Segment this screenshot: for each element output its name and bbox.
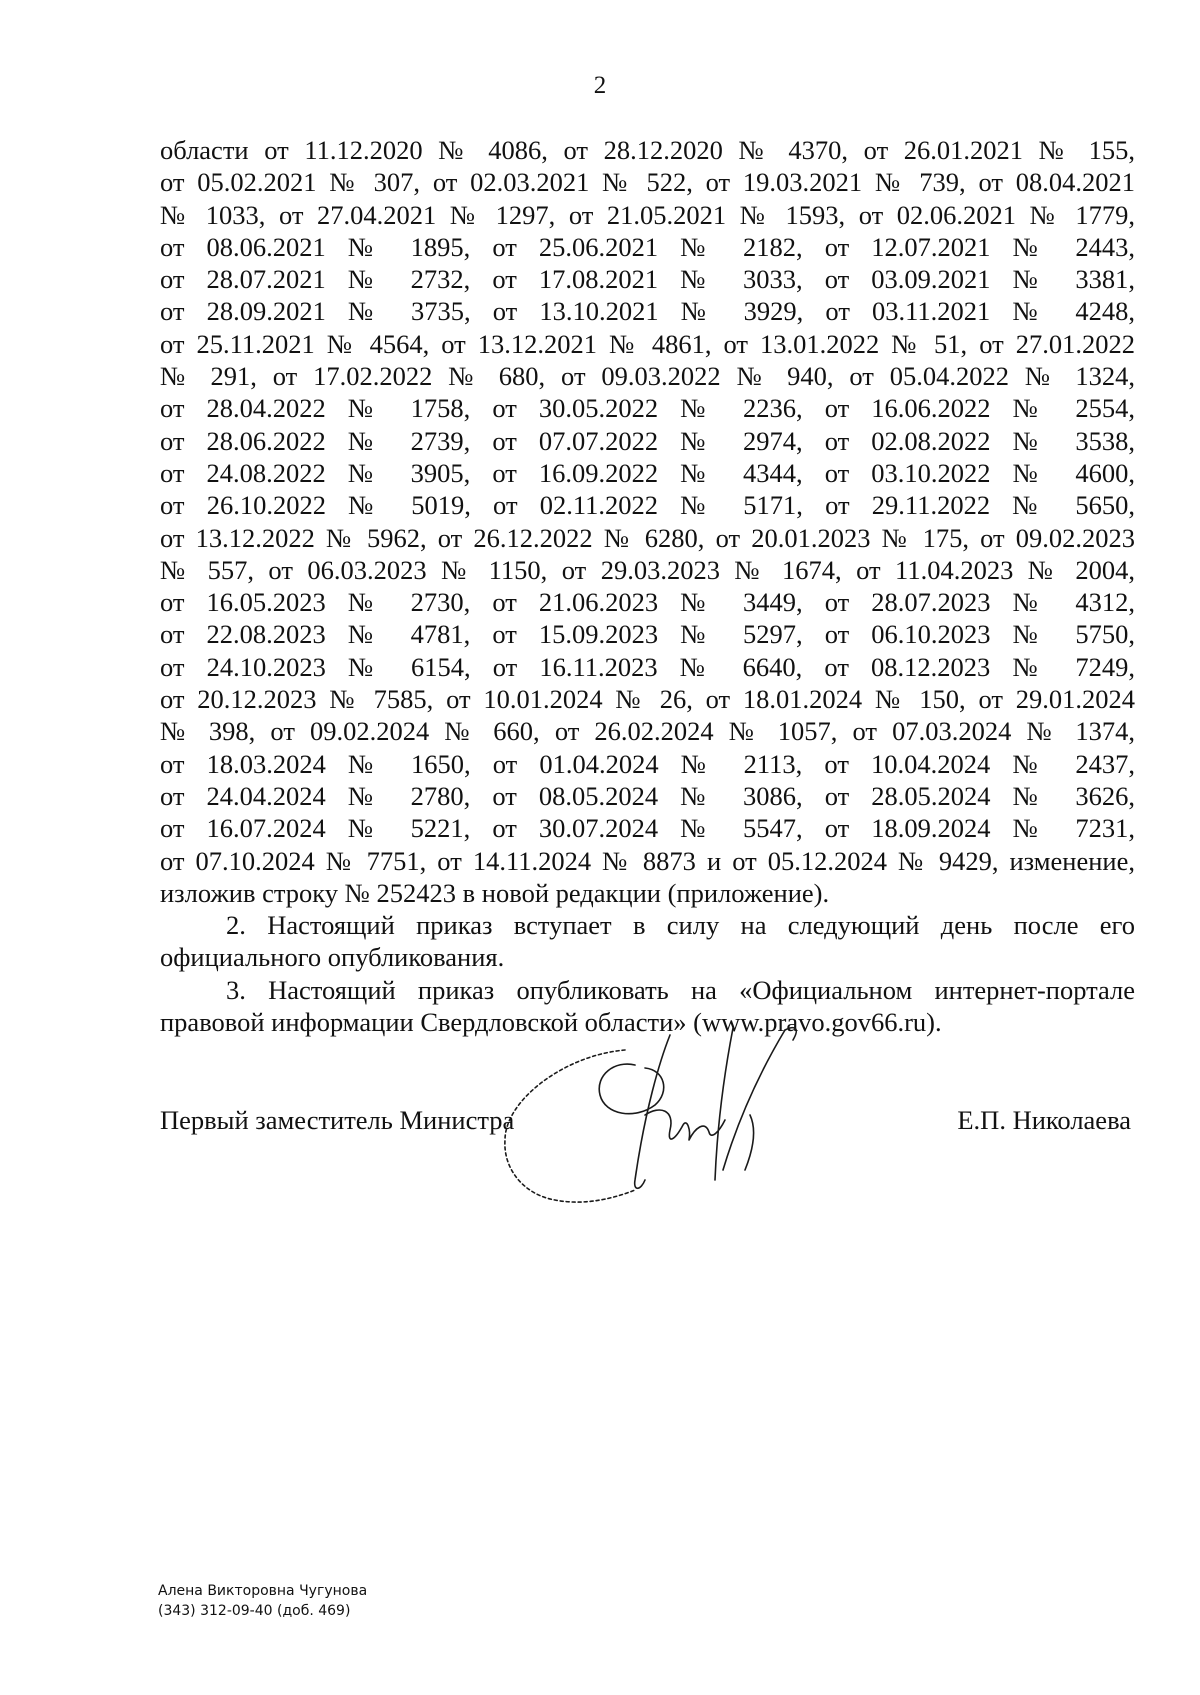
paragraph-3-line: правовой информации Свердловской области» (www.pravo.gov66.ru). <box>160 1007 942 1038</box>
body-line: от 16.07.2024 № 5221, от 30.07.2024 № 5547, от 18.09.2024 № 7231, <box>160 813 1135 844</box>
body-line: от 24.08.2022 № 3905, от 16.09.2022 № 4344, от 03.10.2022 № 4600, <box>160 457 1135 488</box>
page-number: 2 <box>593 72 607 99</box>
body-line: от 08.06.2021 № 1895, от 25.06.2021 № 2182, от 12.07.2021 № 2443, <box>160 231 1135 262</box>
body-line: от 28.07.2021 № 2732, от 17.08.2021 № 3033, от 03.09.2021 № 3381, <box>160 264 1135 295</box>
body-line: от 28.09.2021 № 3735, от 13.10.2021 № 3929, от 03.11.2021 № 4248, <box>160 296 1135 327</box>
document-body <box>160 134 1135 1038</box>
body-line: от 24.10.2023 № 6154, от 16.11.2023 № 6640, от 08.12.2023 № 7249, <box>160 651 1135 682</box>
body-line: от 18.03.2024 № 1650, от 01.04.2024 № 2113, от 10.04.2024 № 2437, <box>160 748 1135 779</box>
paragraph-2-line: 2. Настоящий приказ вступает в силу на следующий день после его <box>226 910 1135 941</box>
body-line: № 398, от 09.02.2024 № 660, от 26.02.2024 № 1057, от 07.03.2024 № 1374, <box>160 716 1135 747</box>
body-line: области от 11.12.2020 № 4086, от 28.12.2020 № 4370, от 26.01.2021 № 155, <box>160 135 1135 165</box>
body-line: № 1033, от 27.04.2021 № 1297, от 21.05.2021 № 1593, от 02.06.2021 № 1779, <box>160 199 1135 230</box>
body-line: от 16.05.2023 № 2730, от 21.06.2023 № 3449, от 28.07.2023 № 4312, <box>160 587 1135 618</box>
body-line: от 26.10.2022 № 5019, от 02.11.2022 № 5171, от 29.11.2022 № 5650, <box>160 490 1135 521</box>
body-line: от 13.12.2022 № 5962, от 26.12.2022 № 6280, от 20.01.2023 № 175, от 09.02.2023 <box>160 522 1135 553</box>
body-line: изложив строку № 252423 в новой редакции (приложение). <box>160 877 830 908</box>
body-line: от 28.06.2022 № 2739, от 07.07.2022 № 2974, от 02.08.2022 № 3538, <box>160 425 1135 456</box>
body-line: от 20.12.2023 № 7585, от 10.01.2024 № 26, от 18.01.2024 № 150, от 29.01.2024 <box>160 684 1135 715</box>
body-line: от 22.08.2023 № 4781, от 15.09.2023 № 5297, от 06.10.2023 № 5750, <box>160 619 1135 650</box>
paragraph-3-line: 3. Настоящий приказ опубликовать на «Официальном интернет-портале <box>226 974 1135 1005</box>
signer-position: Первый заместитель Министра <box>160 1105 515 1135</box>
body-line: от 07.10.2024 № 7751, от 14.11.2024 № 8873 и от 05.12.2024 № 9429, изменение, <box>160 845 1135 876</box>
body-line: от 25.11.2021 № 4564, от 13.12.2021 № 4861, от 13.01.2022 № 51, от 27.01.2022 <box>160 328 1135 359</box>
body-line: от 28.04.2022 № 1758, от 30.05.2022 № 2236, от 16.06.2022 № 2554, <box>160 393 1135 424</box>
signer-name: Е.П. Николаева <box>957 1105 1131 1135</box>
body-line: от 24.04.2024 № 2780, от 08.05.2024 № 3086, от 28.05.2024 № 3626, <box>160 780 1135 811</box>
body-line: № 557, от 06.03.2023 № 1150, от 29.03.2023 № 1674, от 11.04.2023 № 2004, <box>160 554 1135 585</box>
body-line: от 05.02.2021 № 307, от 02.03.2021 № 522, от 19.03.2021 № 739, от 08.04.2021 <box>160 167 1135 198</box>
executor-phone: (343) 312-09-40 (доб. 469) <box>158 1603 351 1619</box>
executor-name: Алена Викторовна Чугунова <box>158 1583 368 1599</box>
signature-block <box>160 1105 1135 1145</box>
paragraph-2-line: официального опубликования. <box>160 942 505 973</box>
body-line: № 291, от 17.02.2022 № 680, от 09.03.2022 № 940, от 05.04.2022 № 1324, <box>160 361 1135 392</box>
executor-info <box>158 1581 367 1621</box>
